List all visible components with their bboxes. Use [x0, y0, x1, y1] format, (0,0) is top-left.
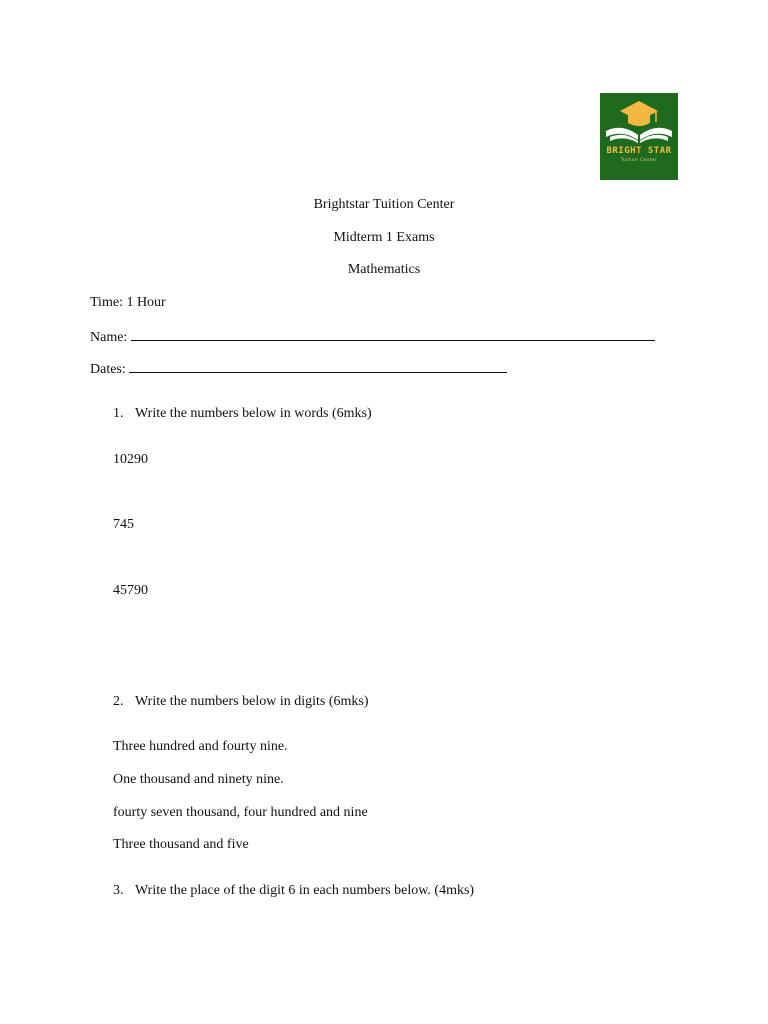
graduation-cap-book-icon — [600, 93, 678, 180]
name-blank-line — [131, 328, 655, 341]
question-2-item: Three thousand and five — [113, 837, 249, 852]
logo-title: BRIGHT STAR — [606, 146, 672, 156]
question-1-item: 10290 — [113, 452, 148, 467]
question-text: Write the place of the digit 6 in each numbers below. (4mks) — [135, 883, 475, 898]
question-3 — [113, 883, 474, 899]
school-logo — [600, 93, 678, 180]
question-2-item: Three hundred and fourty nine. — [113, 739, 288, 754]
question-1-item: 45790 — [113, 583, 148, 598]
logo-subtitle: Tuition Center — [620, 157, 658, 162]
dates-label: Dates: — [90, 362, 130, 377]
question-number: 1. — [113, 406, 124, 421]
question-text: Write the numbers below in words (6mks) — [135, 406, 372, 421]
question-1-item: 745 — [113, 517, 134, 532]
name-label: Name: — [90, 330, 131, 345]
time-info: Time: 1 Hour — [90, 295, 166, 310]
subject-title: Mathematics — [347, 262, 421, 277]
exam-title: Midterm 1 Exams — [333, 230, 435, 245]
dates-field — [90, 360, 507, 378]
question-text: Write the numbers below in digits (6mks) — [135, 694, 369, 709]
question-1 — [113, 406, 372, 422]
question-number: 3. — [113, 883, 124, 898]
question-2-item: One thousand and ninety nine. — [113, 772, 284, 787]
dates-blank-line — [129, 360, 507, 373]
question-2 — [113, 694, 369, 710]
name-field — [90, 328, 655, 346]
school-name: Brightstar Tuition Center — [313, 197, 455, 212]
question-number: 2. — [113, 694, 124, 709]
question-2-item: fourty seven thousand, four hundred and nine — [113, 805, 368, 820]
